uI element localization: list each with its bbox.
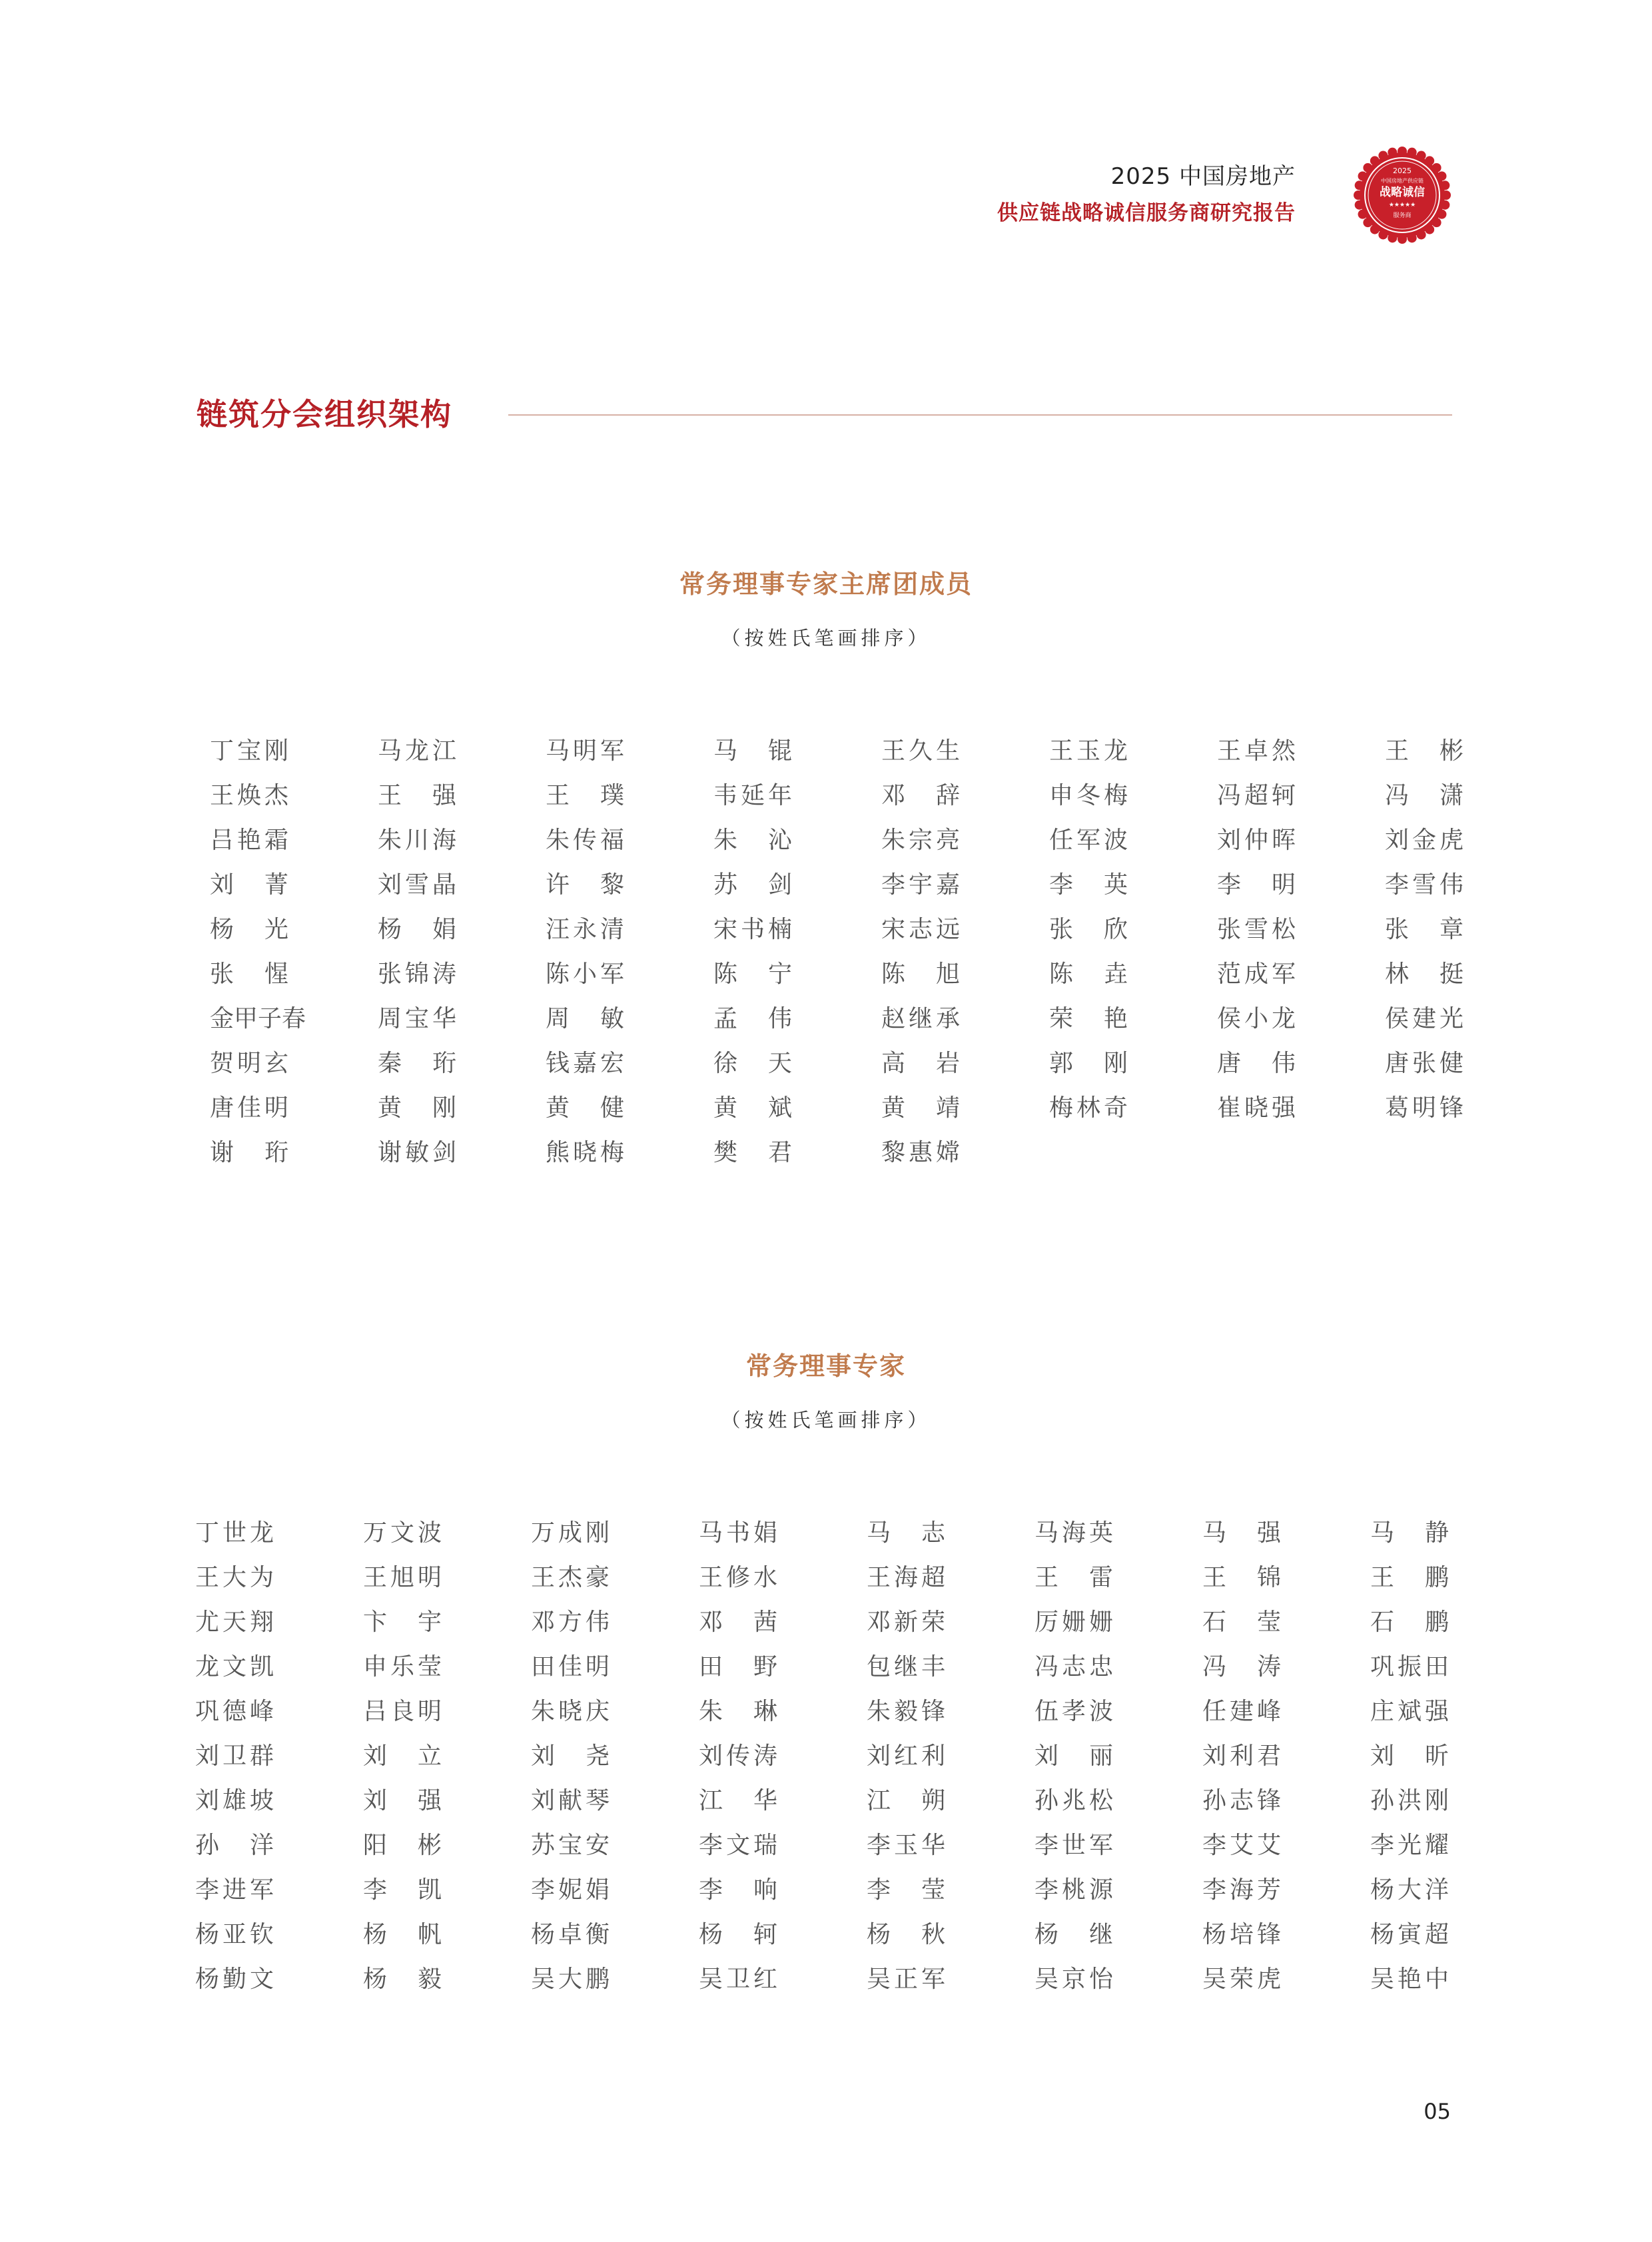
member-name: 张 章 (1385, 915, 1463, 943)
member-name: 李 凯 (363, 1876, 442, 1904)
member-name: 马 明 军 (546, 737, 624, 765)
report-title-line2: 供应链战略诚信服务商研究报告 (997, 201, 1296, 225)
member-name: 徐 天 (713, 1049, 792, 1077)
member-name: 李 妮 娟 (531, 1876, 610, 1904)
member-name: 尤 天 翔 (195, 1608, 274, 1636)
member-name: 马 静 (1370, 1519, 1449, 1547)
member-name: 陈 小 军 (546, 960, 624, 988)
name-list-presidium (210, 729, 1553, 1175)
member-name: 张 锦 涛 (378, 960, 456, 988)
member-name: 冯 志 忠 (1034, 1653, 1113, 1681)
member-name: 崔 晓 强 (1217, 1094, 1296, 1122)
member-name: 冯 超 轲 (1217, 781, 1296, 809)
member-name: 王 杰 豪 (531, 1563, 610, 1591)
member-name: 赵 继 承 (881, 1004, 960, 1032)
member-name: 李 莹 (867, 1876, 945, 1904)
member-name: 朱 沁 (713, 826, 792, 854)
member-name: 杨 秋 (867, 1920, 945, 1948)
member-name: 王 海 超 (867, 1563, 945, 1591)
member-name: 刘 菁 (210, 871, 288, 899)
member-name: 石 莹 (1202, 1608, 1281, 1636)
member-name: 王 久 生 (881, 737, 960, 765)
member-name: 任 军 波 (1049, 826, 1128, 854)
member-name: 刘 利 君 (1202, 1742, 1281, 1770)
member-name: 李 宇 嘉 (881, 871, 960, 899)
member-name: 王 卓 然 (1217, 737, 1296, 765)
member-name: 杨 帆 (363, 1920, 442, 1948)
member-name: 唐 伟 (1217, 1049, 1296, 1077)
member-name: 刘 尧 (531, 1742, 610, 1770)
member-name: 吴 大 鹏 (531, 1965, 610, 1993)
member-name: 孙 洋 (195, 1831, 274, 1859)
member-name: 邓 新 荣 (867, 1608, 945, 1636)
member-name: 朱 宗 亮 (881, 826, 960, 854)
member-name: 黄 健 (546, 1094, 624, 1122)
group-title-presidium: 常务理事专家主席团成员 (679, 569, 973, 599)
report-title-line1: 2025 中国房地产 (1110, 163, 1296, 190)
member-name: 巩 德 峰 (195, 1697, 274, 1725)
member-name: 黄 靖 (881, 1094, 960, 1122)
seal-stars: ★★★★★ (1388, 202, 1416, 208)
member-name: 张 欣 (1049, 915, 1128, 943)
member-name: 江 朔 (867, 1786, 945, 1814)
member-name: 王 修 水 (699, 1563, 777, 1591)
member-name: 李 明 (1217, 871, 1296, 899)
member-name: 李 英 (1049, 871, 1128, 899)
member-name: 王 鹏 (1370, 1563, 1449, 1591)
member-name: 李 桃 源 (1034, 1876, 1113, 1904)
member-name: 陈 垚 (1049, 960, 1128, 988)
member-name: 李 文 瑞 (699, 1831, 777, 1859)
member-name: 王 彬 (1385, 737, 1463, 765)
member-name: 李 光 耀 (1370, 1831, 1449, 1859)
member-name: 陈 宁 (713, 960, 792, 988)
member-name: 刘 昕 (1370, 1742, 1449, 1770)
seal-bottom-text: 服务商 (1393, 212, 1412, 219)
member-name: 宋 书 楠 (713, 915, 792, 943)
group-note-presidium: （按姓氏笔画排序） (721, 627, 931, 649)
member-name: 刘 红 利 (867, 1742, 945, 1770)
report-header (997, 160, 1296, 233)
member-name: 杨 毅 (363, 1965, 442, 1993)
member-name: 厉 姗 姗 (1034, 1608, 1113, 1636)
member-name: 谢 珩 (210, 1138, 288, 1166)
member-name: 马 锟 (713, 737, 792, 765)
member-name: 朱 传 福 (546, 826, 624, 854)
member-name: 樊 君 (713, 1138, 792, 1166)
member-name: 杨 继 (1034, 1920, 1113, 1948)
member-name: 杨 亚 钦 (195, 1920, 274, 1948)
member-name: 高 岩 (881, 1049, 960, 1077)
member-name: 王 雷 (1034, 1563, 1113, 1591)
group-note-standing-experts: （按姓氏笔画排序） (721, 1409, 931, 1431)
member-name: 包 继 丰 (867, 1653, 945, 1681)
member-name: 丁 宝 刚 (210, 737, 288, 765)
member-name: 刘 立 (363, 1742, 442, 1770)
member-name: 梅 林 奇 (1049, 1094, 1128, 1122)
member-name: 黄 斌 (713, 1094, 792, 1122)
section-title: 链筑分会组织架构 (197, 396, 452, 432)
member-name: 吴 艳 中 (1370, 1965, 1449, 1993)
section-divider (508, 414, 1452, 416)
member-name: 李 艾 艾 (1202, 1831, 1281, 1859)
member-name: 荣 艳 (1049, 1004, 1128, 1032)
member-name: 钱 嘉 宏 (546, 1049, 624, 1077)
member-name: 李 雪 伟 (1385, 871, 1463, 899)
member-name: 朱 毅 锋 (867, 1697, 945, 1725)
member-name: 李 世 军 (1034, 1831, 1113, 1859)
member-name: 邓 方 伟 (531, 1608, 610, 1636)
member-name: 吕 艳 霜 (210, 826, 288, 854)
member-name: 孟 伟 (713, 1004, 792, 1032)
member-name: 阳 彬 (363, 1831, 442, 1859)
member-name: 范 成 军 (1217, 960, 1296, 988)
member-name: 黎 惠 嫦 (881, 1138, 960, 1166)
member-name: 韦 延 年 (713, 781, 792, 809)
member-name: 刘 仲 晖 (1217, 826, 1296, 854)
name-list-standing-experts (195, 1511, 1538, 2002)
member-name: 杨 光 (210, 915, 288, 943)
member-name: 杨 勤 文 (195, 1965, 274, 1993)
member-name: 杨 卓 衡 (531, 1920, 610, 1948)
group-title-standing-experts: 常务理事专家 (745, 1351, 906, 1381)
member-name: 马 志 (867, 1519, 945, 1547)
member-name: 马 海 英 (1034, 1519, 1113, 1547)
member-name: 冯 潇 (1385, 781, 1463, 809)
member-name: 巩 振 田 (1370, 1653, 1449, 1681)
member-name: 王 璞 (546, 781, 624, 809)
member-name: 龙 文 凯 (195, 1653, 274, 1681)
member-name: 刘 传 涛 (699, 1742, 777, 1770)
member-name: 王 强 (378, 781, 456, 809)
member-name: 伍 孝 波 (1034, 1697, 1113, 1725)
member-name: 刘 丽 (1034, 1742, 1113, 1770)
member-name: 陈 旭 (881, 960, 960, 988)
member-name: 王 旭 明 (363, 1563, 442, 1591)
member-name: 杨 培 锋 (1202, 1920, 1281, 1948)
member-name: 刘 强 (363, 1786, 442, 1814)
member-name: 朱 晓 庆 (531, 1697, 610, 1725)
member-name: 周 敏 (546, 1004, 624, 1032)
member-name: 秦 珩 (378, 1049, 456, 1077)
member-name: 邓 辞 (881, 781, 960, 809)
member-name: 刘 献 琴 (531, 1786, 610, 1814)
member-name: 李 进 军 (195, 1876, 274, 1904)
member-name: 王 大 为 (195, 1563, 274, 1591)
member-name: 王 玉 龙 (1049, 737, 1128, 765)
seal-main-text: 战略诚信 (1380, 186, 1425, 199)
member-name: 汪 永 清 (546, 915, 624, 943)
member-name: 金甲子春 (210, 1004, 306, 1032)
member-name: 葛 明 锋 (1385, 1094, 1463, 1122)
page-number: 05 (1424, 2099, 1451, 2124)
member-name: 吕 良 明 (363, 1697, 442, 1725)
member-name: 万 成 刚 (531, 1519, 610, 1547)
member-name: 杨 大 洋 (1370, 1876, 1449, 1904)
member-name: 吴 京 怡 (1034, 1965, 1113, 1993)
member-name: 冯 涛 (1202, 1653, 1281, 1681)
member-name: 李 玉 华 (867, 1831, 945, 1859)
member-name: 贺 明 玄 (210, 1049, 288, 1077)
member-name: 谢 敏 剑 (378, 1138, 456, 1166)
member-name: 朱 川 海 (378, 826, 456, 854)
member-name: 侯 建 光 (1385, 1004, 1463, 1032)
member-name: 邓 茜 (699, 1608, 777, 1636)
member-name: 张 雪 松 (1217, 915, 1296, 943)
member-name: 田 野 (699, 1653, 777, 1681)
member-name: 石 鹏 (1370, 1608, 1449, 1636)
member-name: 唐 张 健 (1385, 1049, 1463, 1077)
member-name: 黄 刚 (378, 1094, 456, 1122)
member-name: 任 建 峰 (1202, 1697, 1281, 1725)
member-name: 申 冬 梅 (1049, 781, 1128, 809)
member-name: 刘 雪 晶 (378, 871, 456, 899)
member-name: 侯 小 龙 (1217, 1004, 1296, 1032)
member-name: 刘 雄 坡 (195, 1786, 274, 1814)
member-name: 宋 志 远 (881, 915, 960, 943)
member-name: 孙 洪 刚 (1370, 1786, 1449, 1814)
member-name: 朱 琳 (699, 1697, 777, 1725)
member-name: 吴 正 军 (867, 1965, 945, 1993)
member-name: 丁 世 龙 (195, 1519, 274, 1547)
seal-year: 2025 (1393, 167, 1412, 175)
member-name: 熊 晓 梅 (546, 1138, 624, 1166)
member-name: 李 响 (699, 1876, 777, 1904)
member-name: 申 乐 莹 (363, 1653, 442, 1681)
member-name: 杨 寅 超 (1370, 1920, 1449, 1948)
member-name: 刘 金 虎 (1385, 826, 1463, 854)
member-name: 庄 斌 强 (1370, 1697, 1449, 1725)
member-name: 郭 刚 (1049, 1049, 1128, 1077)
member-name: 卞 宇 (363, 1608, 442, 1636)
member-name: 林 挺 (1385, 960, 1463, 988)
member-name: 马 书 娟 (699, 1519, 777, 1547)
member-name: 马 强 (1202, 1519, 1281, 1547)
member-name: 吴 卫 红 (699, 1965, 777, 1993)
member-name: 吴 荣 虎 (1202, 1965, 1281, 1993)
member-name: 王 焕 杰 (210, 781, 288, 809)
member-name: 张 惺 (210, 960, 288, 988)
member-name: 杨 轲 (699, 1920, 777, 1948)
seal-small-text: 中国房地产供应链 (1381, 178, 1424, 184)
member-name: 李 海 芳 (1202, 1876, 1281, 1904)
integrity-seal-logo (1352, 145, 1452, 245)
member-name: 王 锦 (1202, 1563, 1281, 1591)
member-name: 周 宝 华 (378, 1004, 456, 1032)
member-name: 孙 志 锋 (1202, 1786, 1281, 1814)
member-name: 苏 剑 (713, 871, 792, 899)
member-name: 刘 卫 群 (195, 1742, 274, 1770)
member-name: 江 华 (699, 1786, 777, 1814)
member-name: 田 佳 明 (531, 1653, 610, 1681)
member-name: 杨 娟 (378, 915, 456, 943)
member-name: 马 龙 江 (378, 737, 456, 765)
member-name: 万 文 波 (363, 1519, 442, 1547)
member-name: 唐 佳 明 (210, 1094, 288, 1122)
member-name: 孙 兆 松 (1034, 1786, 1113, 1814)
member-name: 苏 宝 安 (531, 1831, 610, 1859)
member-name: 许 黎 (546, 871, 624, 899)
